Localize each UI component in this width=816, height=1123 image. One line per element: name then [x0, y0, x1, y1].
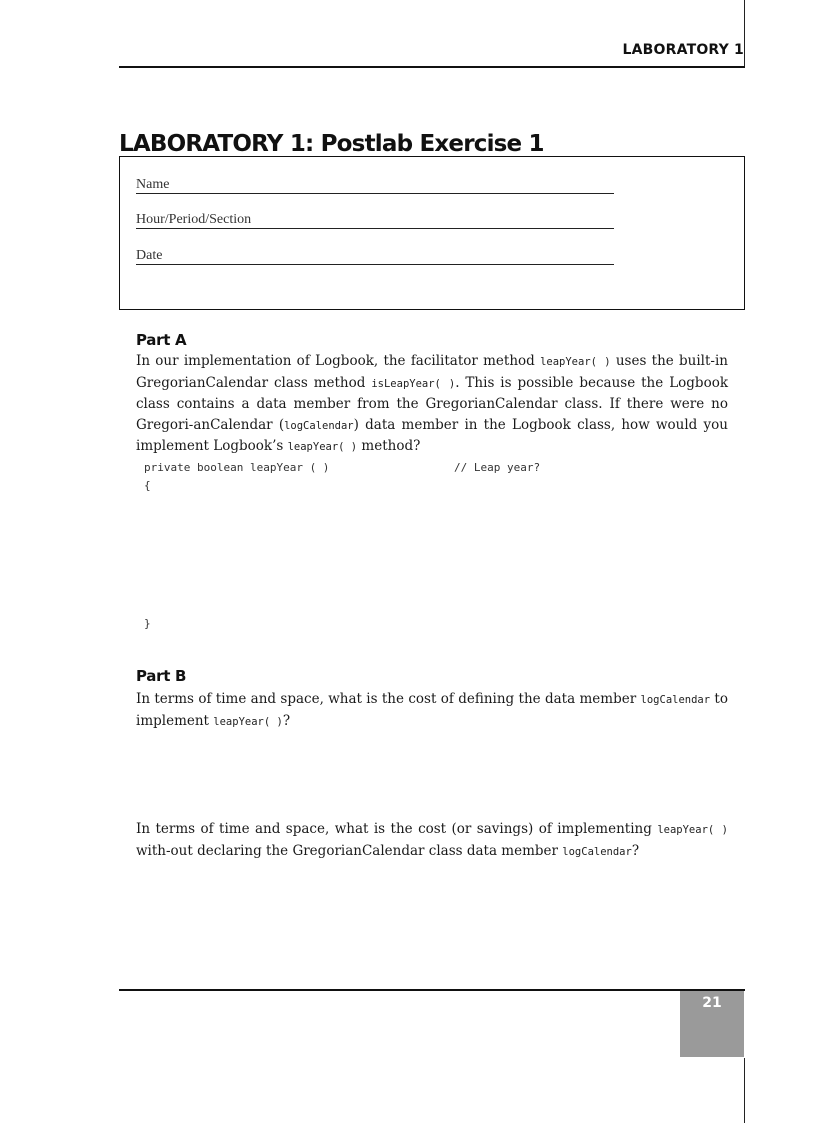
name-field[interactable] — [136, 177, 614, 194]
footer-rule — [119, 989, 745, 991]
page-edge-line-top — [744, 0, 745, 66]
part-b-question-1: In terms of time and space, what is the cost of defining the data member logCalendar to implement leapYear( )? — [136, 691, 728, 729]
part-a-question: In our implementation of Logbook, the facilitator method leapYear( ) uses the built-in GregorianCalendar class method isLeapYear( ). This is possible because the Logbook class contains a data member from the GregorianCalendar class. If there were no Gregori-anCalendar (logCalendar) data member in the Logbook class, how would you implement Logbook’s leapYear( ) method? — [136, 353, 729, 454]
part-b-question-2: In terms of time and space, what is the cost (or savings) of implementing leapYear( ) with-out declaring the GregorianCalendar class data member logCalendar? — [136, 821, 728, 859]
code-open-brace: { — [144, 479, 151, 492]
student-info-box — [119, 156, 745, 310]
running-head: LABORATORY 1 — [622, 42, 744, 58]
code-comment: // Leap year? — [454, 461, 541, 474]
name-label: Name — [136, 177, 170, 192]
section-label: Hour/Period/Section — [136, 212, 252, 227]
part-b-heading: Part B — [136, 667, 187, 685]
section-field[interactable] — [136, 212, 614, 229]
code-method-signature: private boolean leapYear ( ) — [144, 461, 330, 474]
date-label: Date — [136, 248, 163, 263]
part-a-heading: Part A — [136, 331, 187, 349]
page-title: LABORATORY 1: Postlab Exercise 1 — [119, 131, 544, 157]
header-rule — [119, 66, 745, 68]
code-close-brace: } — [144, 617, 151, 630]
page-number: 21 — [702, 995, 722, 1011]
page-edge-line-bottom — [744, 1058, 745, 1123]
page-number-tab — [680, 991, 744, 1057]
date-field[interactable] — [136, 248, 614, 265]
